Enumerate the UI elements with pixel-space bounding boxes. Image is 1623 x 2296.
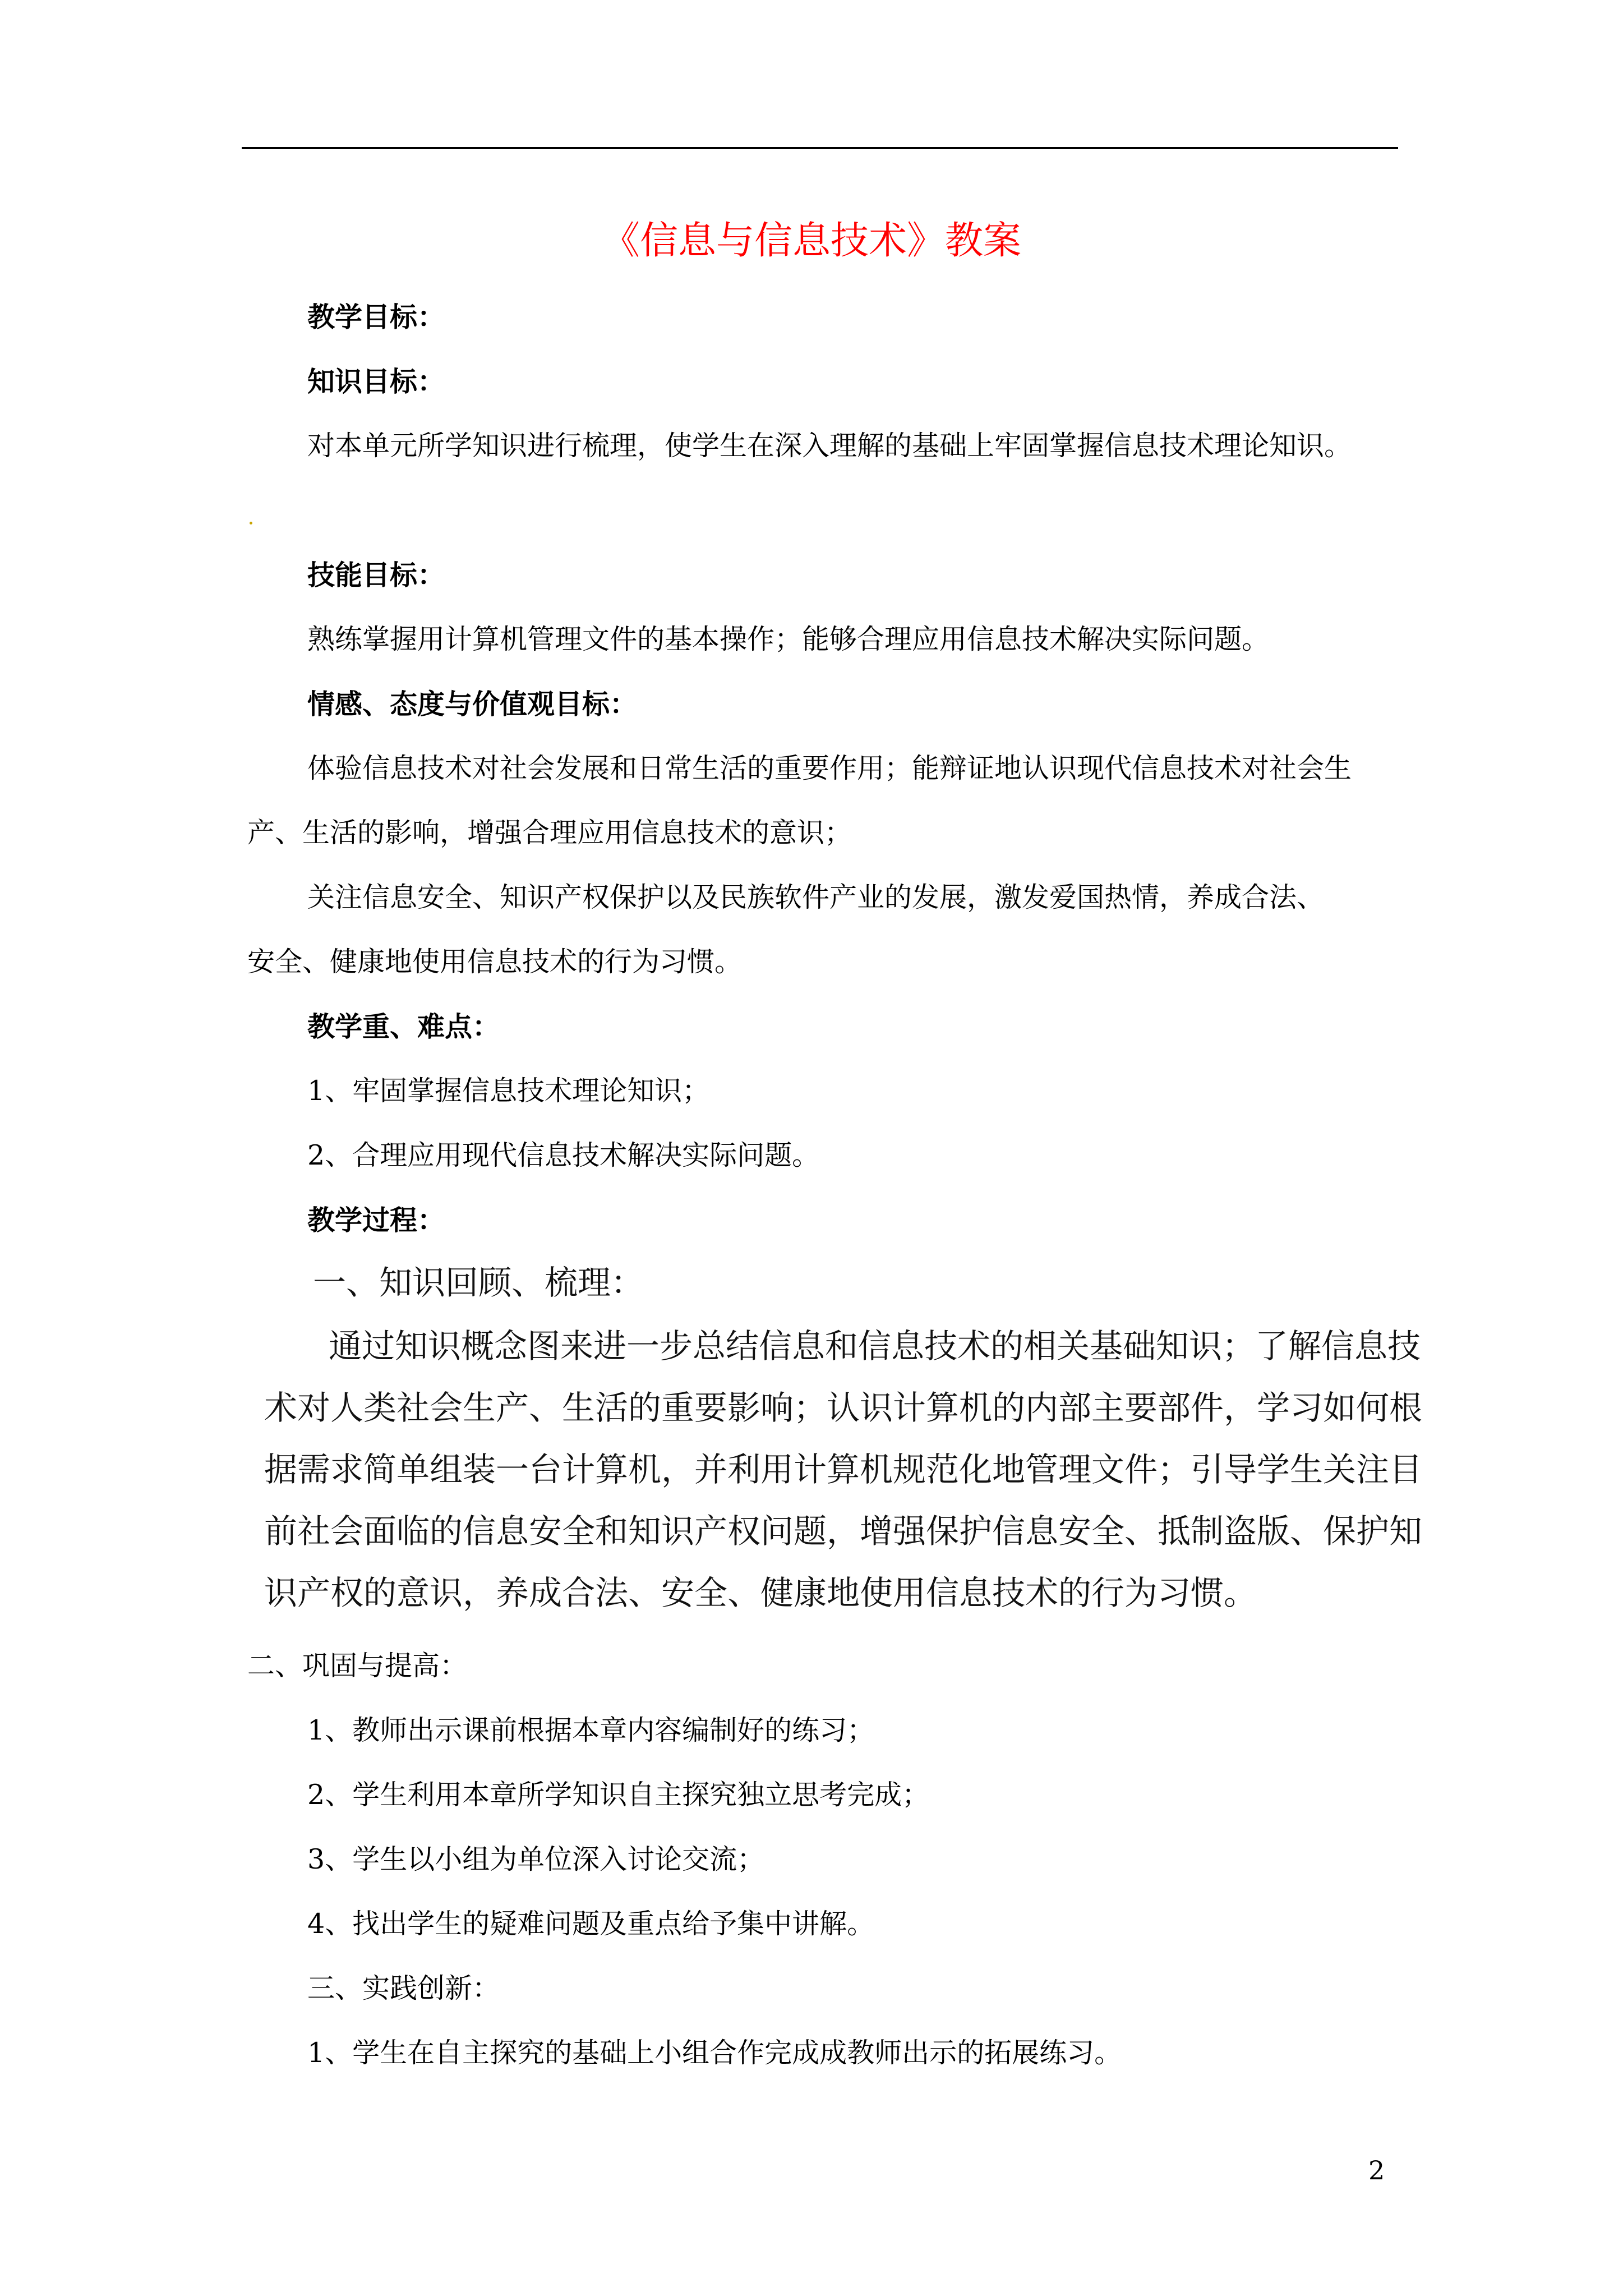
attitude-goals-heading: 情感、态度与价值观目标： bbox=[307, 688, 638, 720]
knowledge-goals-text: 对本单元所学知识进行梳理，使学生在深入理解的基础上牢固掌握信息技术理论知识。 bbox=[307, 430, 1352, 462]
section2-heading: 二、巩固与提高： bbox=[247, 1650, 468, 1682]
attitude-para2-line2: 安全、健康地使用信息技术的行为习惯。 bbox=[247, 946, 743, 978]
skill-goals-text: 熟练掌握用计算机管理文件的基本操作；能够合理应用信息技术解决实际问题。 bbox=[307, 623, 1270, 655]
attitude-para2-line1: 关注信息安全、知识产权保护以及民族软件产业的发展，激发爱国热情，养成合法、 bbox=[307, 881, 1325, 913]
section3-heading: 三、实践创新： bbox=[307, 1972, 500, 2004]
knowledge-goals-heading: 知识目标： bbox=[307, 365, 445, 398]
attitude-para1-line1: 体验信息技术对社会发展和日常生活的重要作用；能辩证地认识现代信息技术对社会生 bbox=[307, 752, 1352, 784]
section2-item: 4、找出学生的疑难问题及重点给予集中讲解。 bbox=[307, 1908, 875, 1940]
section1-text-line: 通过知识概念图来进一步总结信息和信息技术的相关基础知识；了解信息技 bbox=[329, 1327, 1421, 1365]
key-point-item: 2、合理应用现代信息技术解决实际问题。 bbox=[307, 1139, 820, 1171]
section1-text-line: 据需求简单组装一台计算机，并利用计算机规范化地管理文件；引导学生关注目 bbox=[264, 1450, 1423, 1489]
section2-item: 1、教师出示课前根据本章内容编制好的练习； bbox=[307, 1714, 875, 1746]
skill-goals-heading: 技能目标： bbox=[307, 559, 445, 591]
section1-text-line: 术对人类社会生产、生活的重要影响；认识计算机的内部主要部件，学习如何根 bbox=[264, 1388, 1423, 1427]
process-heading: 教学过程： bbox=[307, 1204, 445, 1236]
attitude-para1-line2: 产、生活的影响，增强合理应用信息技术的意识； bbox=[247, 817, 852, 849]
stray-dot bbox=[250, 522, 252, 524]
section2-item: 2、学生利用本章所学知识自主探究独立思考完成； bbox=[307, 1779, 930, 1811]
section1-text-line: 识产权的意识，养成合法、安全、健康地使用信息技术的行为习惯。 bbox=[264, 1573, 1257, 1612]
header-rule bbox=[242, 147, 1398, 149]
key-point-item: 1、牢固掌握信息技术理论知识； bbox=[307, 1075, 710, 1107]
teaching-goals-heading: 教学目标： bbox=[307, 301, 445, 333]
page-number: 2 bbox=[1368, 2155, 1385, 2185]
section2-item: 3、学生以小组为单位深入讨论交流； bbox=[307, 1843, 765, 1875]
section3-item: 1、学生在自主探究的基础上小组合作完成成教师出示的拓展练习。 bbox=[307, 2037, 1122, 2069]
section1-text-line: 前社会面临的信息安全和知识产权问题，增强保护信息安全、抵制盗版、保护知 bbox=[264, 1512, 1423, 1550]
section1-heading: 一、知识回顾、梳理： bbox=[313, 1263, 644, 1302]
document-title: 《信息与信息技术》教案 bbox=[601, 219, 1021, 263]
key-points-heading: 教学重、难点： bbox=[307, 1010, 500, 1043]
